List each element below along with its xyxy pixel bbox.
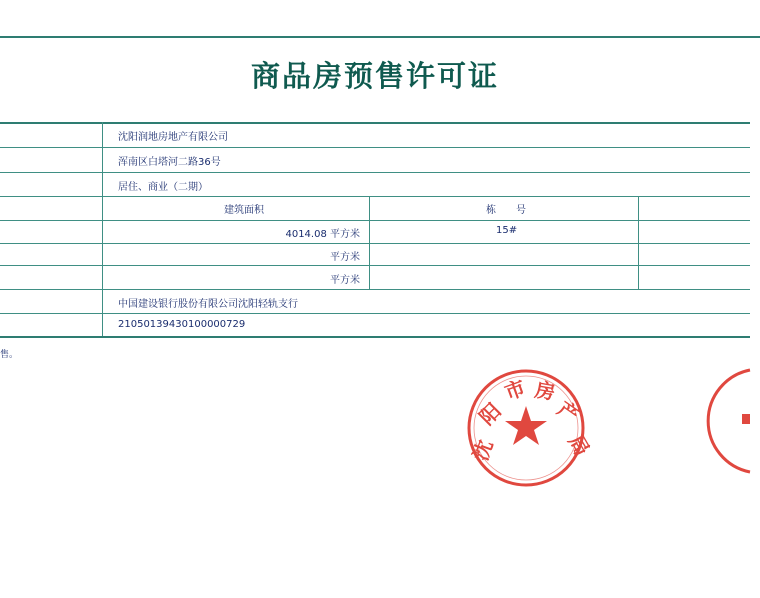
bank-value: 中国建设银行股份有限公司沈阳轻轨支行 — [118, 299, 298, 310]
area-row-2: 平方米 — [330, 252, 360, 263]
table-rule — [0, 147, 750, 148]
note-fragment: 售。 — [0, 350, 19, 360]
svg-text:产: 产 — [553, 396, 584, 428]
svg-text:沈: 沈 — [468, 436, 498, 464]
svg-text:局: 局 — [563, 430, 595, 460]
document-title: 商品房预售许可证 — [250, 59, 499, 93]
svg-text:房: 房 — [533, 377, 557, 405]
official-seal — [464, 366, 595, 490]
table-rule — [0, 122, 750, 124]
table-rule — [0, 172, 750, 173]
svg-text:市: 市 — [501, 375, 529, 405]
table-rule — [0, 313, 750, 314]
developer-value: 沈阳润地房地产有限公司 — [118, 132, 228, 143]
area-row-1: 4014.08 平方米 — [285, 229, 360, 240]
svg-text:阳: 阳 — [474, 398, 506, 430]
building-column-header: 栋 号 — [486, 205, 526, 216]
table-rule — [0, 289, 750, 290]
area-column-header: 建筑面积 — [224, 205, 264, 216]
table-column-rule — [369, 196, 370, 289]
building-row-1: 15# — [496, 225, 518, 236]
seal-star-icon — [505, 406, 547, 445]
area-row-3: 平方米 — [330, 275, 360, 286]
certificate-frame — [0, 36, 760, 598]
table-rule — [0, 336, 750, 338]
partial-seal — [732, 366, 750, 476]
table-column-rule — [638, 196, 639, 289]
account-value: 21050139430100000729 — [118, 319, 246, 330]
table-column-rule — [102, 122, 103, 336]
usage-value: 居住、商业（二期） — [118, 182, 208, 193]
location-value: 浑南区白塔河二路36号 — [118, 157, 221, 168]
